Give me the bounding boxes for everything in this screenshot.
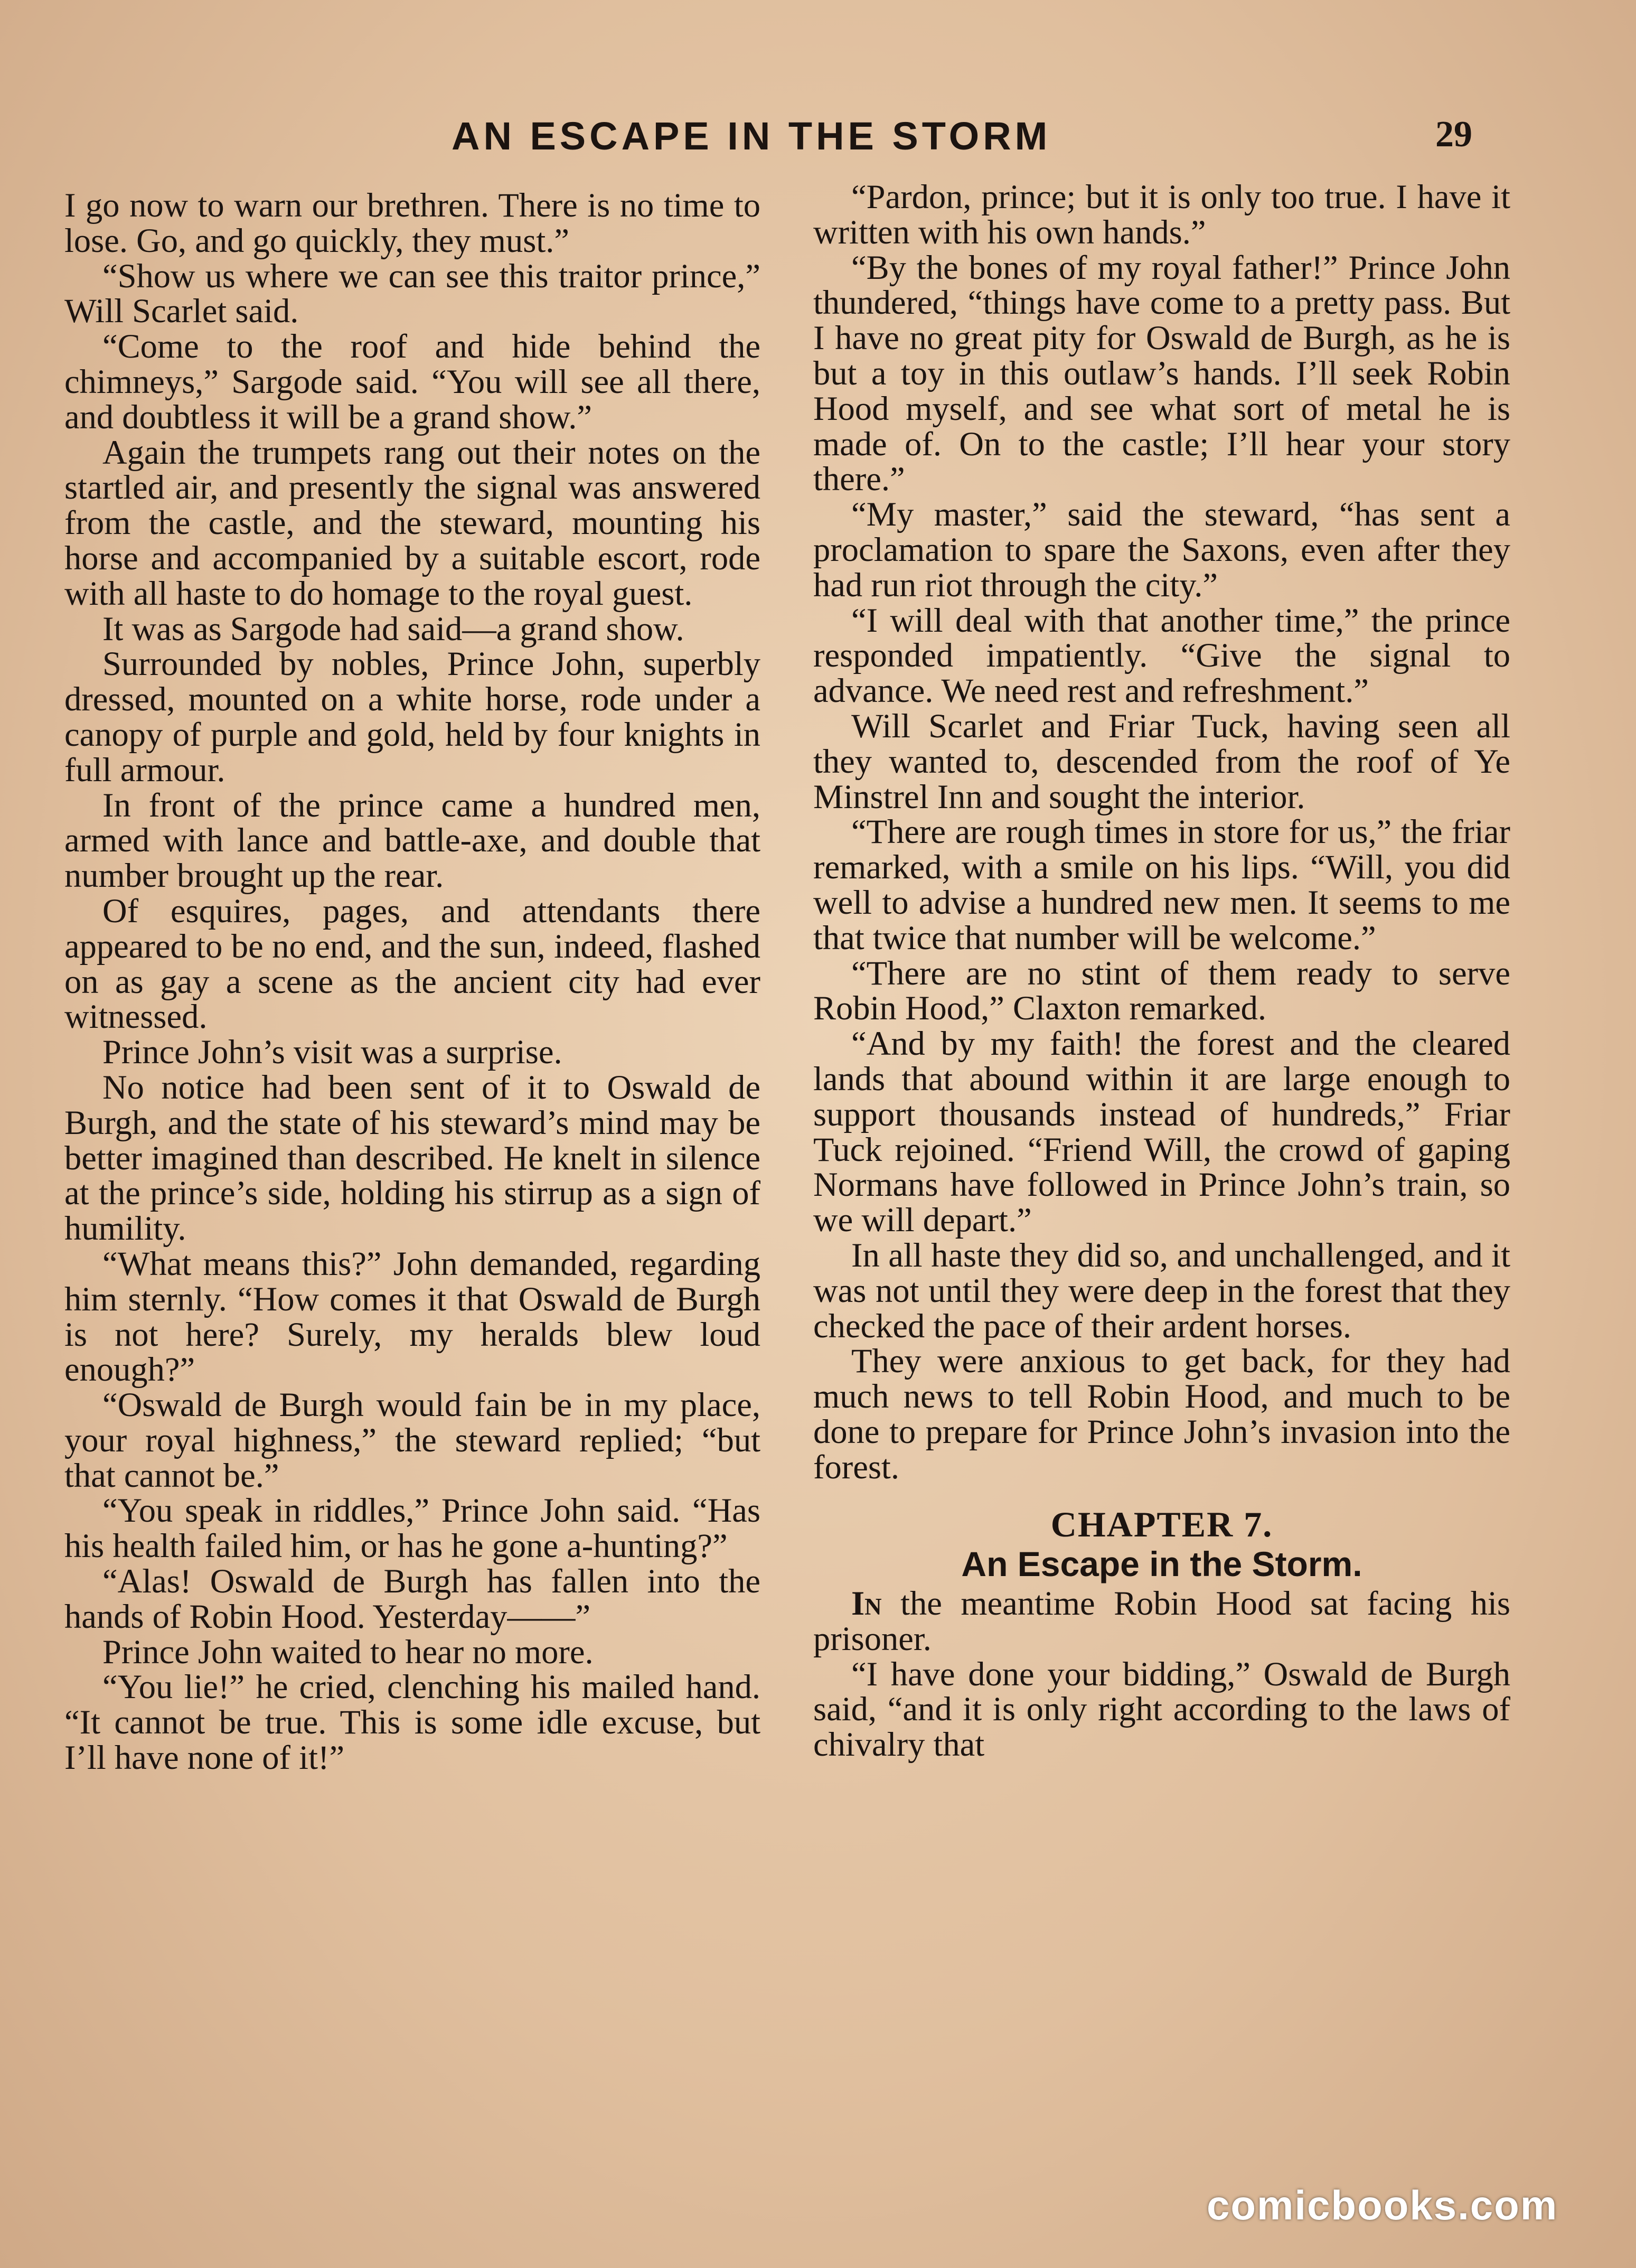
paragraph: Surrounded by nobles, Prince John, superbly dressed, mounted on a white horse, rode under a canopy of purple and gold, held by four knights in full armour.	[64, 645, 760, 789]
paragraph: “Come to the roof and hide behind the chimneys,” Sargode said. “You will see all there, and doubtless it will be a grand show.”	[64, 327, 760, 436]
page-number: 29	[1435, 114, 1472, 155]
paragraph: “By the bones of my royal father!” Prince John thundered, “things have come to a pretty pass. But I have no great pity for Oswald de Burgh, as he is but a toy in this outlaw’s hands. I’ll seek Robin Hood myself, and see what sort of metal he is made of. On to the castle; I’ll hear your story there.”	[813, 248, 1510, 498]
paragraph: “There are no stint of them ready to serve Robin Hood,” Claxton remarked.	[813, 954, 1510, 1027]
paragraph: “My master,” said the steward, “has sent a proclamation to spare the Saxons, even after they had run riot through the city.”	[813, 495, 1510, 604]
paragraph: Of esquires, pages, and attendants there appeared to be no end, and the sun, indeed, flashed on as gay a scene as the ancient city had ever witnessed.	[64, 892, 760, 1036]
paragraph: “I have done your bidding,” Oswald de Burgh said, “and it is only right according to the laws of chivalry that	[813, 1655, 1510, 1764]
running-header	[0, 108, 1636, 161]
site-watermark: comicbooks.com	[1207, 2182, 1558, 2228]
paragraph: “There are rough times in store for us,” the friar remarked, with a smile on his lips. “Will, you did well to advise a hundred new men. It seems to me that twice that number will be welcome.”	[813, 813, 1510, 957]
paragraph: Again the trumpets rang out their notes on the startled air, and presently the signal was answered from the castle, and the steward, mounting his horse and accompanied by a suitable escort, rode with all haste to do homage to the royal guest.	[64, 433, 760, 612]
right-column	[813, 180, 1510, 1763]
paragraph: No notice had been sent of it to Oswald de Burgh, and the state of his steward’s mind may be better imagined than described. He knelt in silence at the prince’s side, holding his stirrup as a sign of humility.	[64, 1068, 760, 1248]
paragraph: It was as Sargode had said—a grand show.	[102, 610, 684, 648]
chapter-title: CHAPTER 7.	[1050, 1504, 1273, 1545]
paragraph: “And by my faith! the forest and the cleared lands that abound within it are large enough to support thousands instead of hundreds,” Friar Tuck rejoined. “Friend Will, the crowd of gaping Normans have followed in Prince John’s train, so we will depart.”	[813, 1025, 1510, 1239]
left-column	[64, 188, 760, 1776]
chapter-first-paragraph	[813, 1586, 1510, 1657]
paragraph: “You speak in riddles,” Prince John said. “Has his health failed him, or has he gone a-hunting?”	[64, 1492, 760, 1565]
chapter-first-paragraph-text: the meantime Robin Hood sat facing his prisoner.	[813, 1585, 1510, 1657]
paragraph: In all haste they did so, and unchallenged, and it was not until they were deep in the forest that they checked the pace of their ardent horses.	[813, 1236, 1510, 1345]
paragraph: “What means this?” John demanded, regarding him sternly. “How comes it that Oswald de Burgh is not here? Surely, my heralds blew loud enough?”	[64, 1244, 760, 1389]
paragraph: “You lie!” he cried, clenching his mailed hand. “It cannot be true. This is some idle excuse, but I’ll have none of it!”	[64, 1668, 760, 1777]
paragraph: Prince John waited to hear no more.	[102, 1633, 594, 1671]
paragraph: I go now to warn our brethren. There is no time to lose. Go, and go quickly, they must.”	[64, 186, 760, 259]
chapter-subtitle: An Escape in the Storm.	[961, 1544, 1362, 1584]
paragraph: Prince John’s visit was a surprise.	[102, 1033, 562, 1071]
running-title: AN ESCAPE IN THE STORM	[452, 114, 1051, 158]
paragraph: “Pardon, prince; but it is only too true. I have it written with his own hands.”	[813, 178, 1510, 251]
paragraph: “Show us where we can see this traitor prince,” Will Scarlet said.	[64, 257, 760, 330]
paragraph: In front of the prince came a hundred men, armed with lance and battle-axe, and double that number brought up the rear.	[64, 786, 760, 895]
chapter-drop-word: In	[851, 1585, 882, 1623]
paragraph: Will Scarlet and Friar Tuck, having seen all they wanted to, descended from the roof of Ye Minstrel Inn and sought the interior.	[813, 707, 1510, 816]
paragraph: “Alas! Oswald de Burgh has fallen into the hands of Robin Hood. Yesterday——”	[64, 1562, 760, 1635]
paragraph: “I will deal with that another time,” the prince responded impatiently. “Give the signal to advance. We need rest and refreshment.”	[813, 601, 1510, 710]
paragraph: “Oswald de Burgh would fain be in my place, your royal highness,” the steward replied; “but that cannot be.”	[64, 1386, 760, 1494]
paragraph: They were anxious to get back, for they had much news to tell Robin Hood, and much to be done to prepare for Prince John’s invasion into the forest.	[813, 1342, 1510, 1486]
